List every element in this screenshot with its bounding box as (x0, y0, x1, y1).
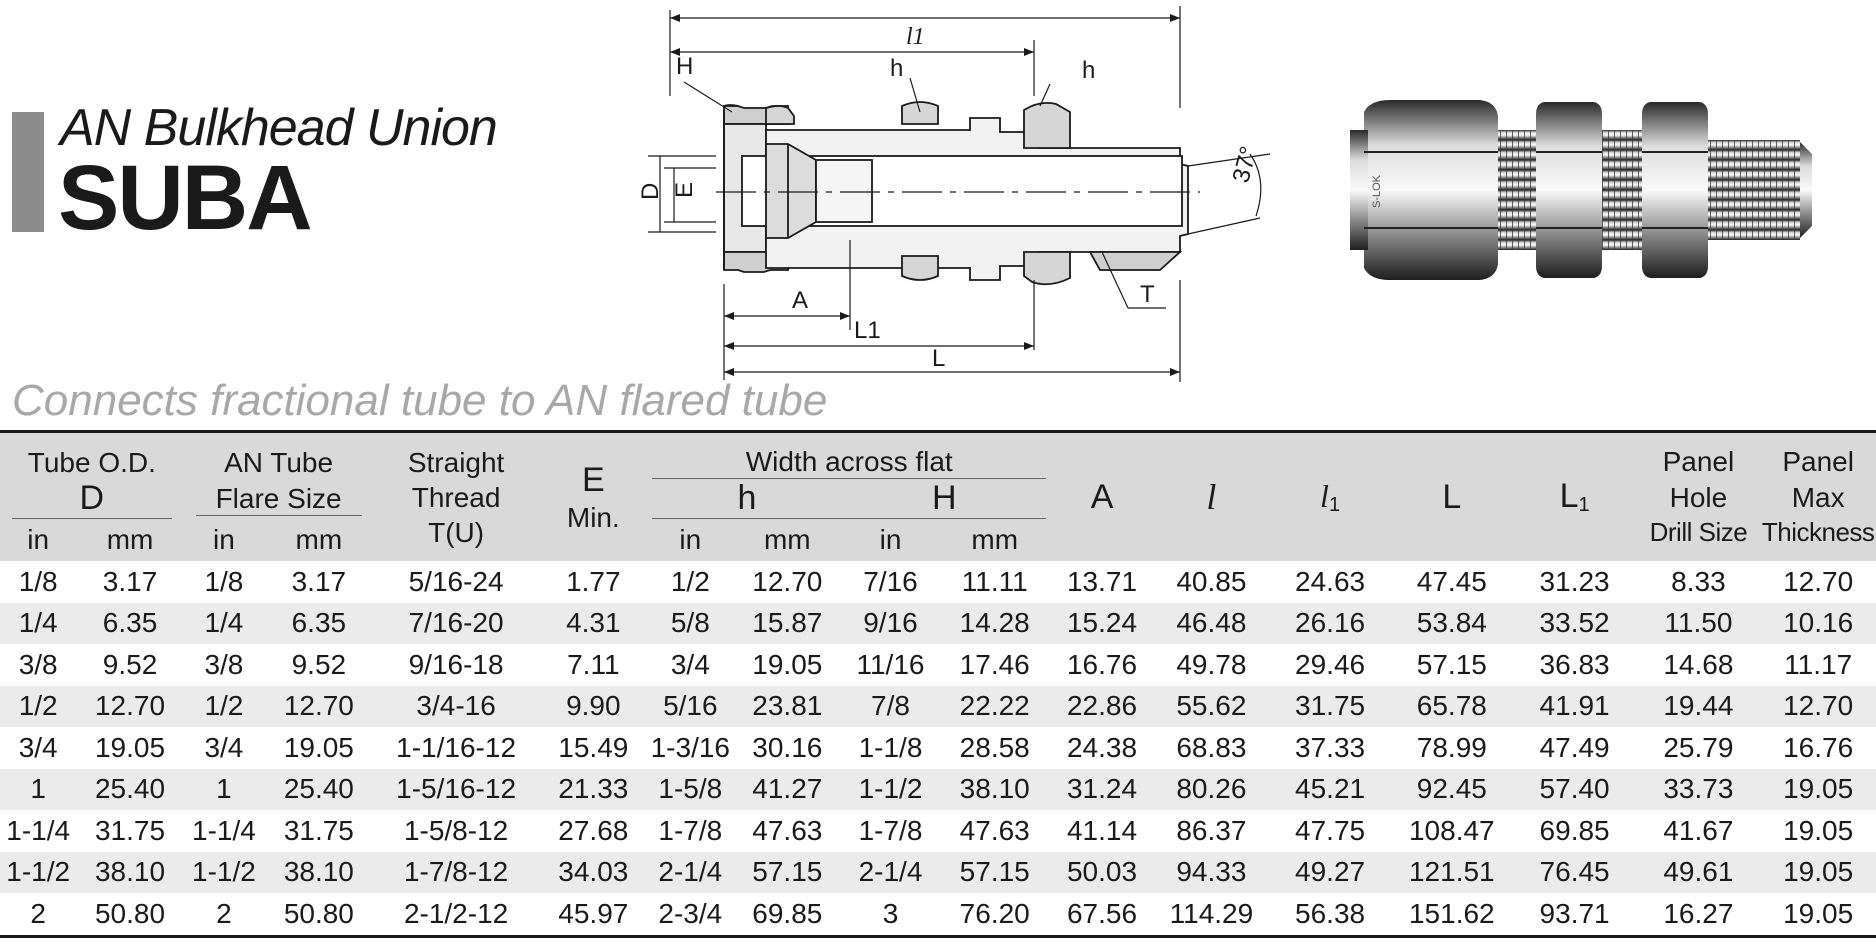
unit-in: in (184, 519, 264, 561)
table-cell: 1-5/8-12 (403, 814, 509, 846)
dim-label-A: A (792, 287, 809, 314)
table-cell: 2-1/2-12 (374, 893, 539, 936)
table-cell: 78.99 (1416, 731, 1487, 763)
table-cell: 19.05 (1783, 814, 1854, 846)
product-photo (1350, 90, 1820, 290)
col-header-e-min: E Min. (539, 432, 648, 562)
table-cell: 1/2 (0, 686, 76, 728)
spec-table-body (0, 561, 1876, 936)
table-cell: 14.68 (1663, 648, 1734, 680)
table-cell: 92.45 (1391, 769, 1513, 811)
table-cell: 1-1/16-12 (396, 731, 517, 763)
table-cell: 41.14 (1066, 814, 1138, 846)
table-cell: 3.17 (291, 565, 347, 597)
product-description: Connects fractional tube to AN flared tube (12, 376, 828, 425)
table-cell: 17.46 (959, 648, 1030, 680)
dim-label-angle: 37° (1227, 143, 1263, 186)
unit-in: in (648, 519, 733, 561)
col-header-panel-max: Panel Max Thickness (1760, 432, 1876, 562)
table-cell: 38.10 (264, 852, 373, 894)
table-cell: 50.80 (76, 893, 183, 936)
table-cell: 31.24 (1050, 769, 1153, 811)
table-cell: 23.81 (733, 686, 842, 728)
table-cell: 5/16 (648, 686, 733, 728)
table-cell: 1/2 (184, 686, 264, 728)
table-cell: 19.05 (1760, 769, 1876, 811)
table-cell: 37.33 (1295, 731, 1366, 763)
col-header-h-big: H (842, 479, 1050, 519)
table-cell: 57.40 (1513, 769, 1637, 811)
table-cell: 11.11 (961, 565, 1028, 597)
table-cell: 16.76 (1783, 731, 1854, 763)
unit-in: in (842, 519, 939, 561)
table-cell: 1-1/2 (842, 769, 939, 811)
table-cell: 34.03 (539, 852, 648, 894)
table-cell: 1-5/8 (648, 769, 733, 811)
table-cell: 22.22 (939, 686, 1050, 728)
table-cell: 49.61 (1637, 852, 1761, 894)
table-cell: 56.38 (1269, 893, 1391, 936)
table-cell: 151.62 (1391, 893, 1513, 936)
table-cell: 86.37 (1176, 814, 1247, 846)
table-cell: 33.52 (1513, 603, 1637, 645)
table-row (0, 893, 1876, 936)
table-cell: 1.77 (566, 565, 621, 597)
col-header-flare-size: Flare Size (184, 479, 374, 519)
table-row (0, 810, 1876, 852)
table-cell: 93.71 (1513, 893, 1637, 936)
dim-label-D: D (637, 182, 664, 200)
table-cell: 49.27 (1269, 852, 1391, 894)
table-cell: 19.05 (94, 731, 166, 763)
table-cell: 57.15 (939, 852, 1050, 894)
table-cell: 9/16 (842, 603, 939, 645)
table-cell: 9.52 (102, 648, 158, 680)
col-header-L1: $L_1$ (1513, 432, 1637, 562)
table-cell: 41.91 (1513, 686, 1637, 728)
table-cell: 31.75 (94, 814, 166, 846)
table-cell: 3/4 (18, 731, 58, 763)
table-cell: 12.70 (1760, 686, 1876, 728)
col-header-L: L (1391, 432, 1513, 562)
table-cell: 50.03 (1050, 852, 1153, 894)
table-cell: 2-1/4 (842, 852, 939, 894)
table-cell: 114.29 (1154, 893, 1270, 936)
table-cell: 6.35 (76, 603, 183, 645)
table-cell: 41.27 (733, 769, 842, 811)
table-cell: 2-1/4 (648, 852, 733, 894)
table-cell: 12.70 (1783, 565, 1854, 597)
dim-label-L1: L1 (854, 317, 881, 344)
table-cell: 108.47 (1408, 814, 1495, 846)
table-cell: 47.75 (1295, 814, 1366, 846)
table-cell: 1-3/16 (650, 731, 731, 763)
table-cell: 1-5/16-12 (374, 769, 539, 811)
table-cell: 69.85 (733, 893, 842, 936)
dim-label-l1: l1 (906, 24, 925, 50)
table-cell: 6.35 (264, 603, 373, 645)
table-cell: 38.10 (939, 769, 1050, 811)
table-cell: 1/8 (204, 565, 244, 597)
table-cell: 4.31 (539, 603, 648, 645)
product-code: SUBA (58, 147, 311, 249)
table-cell: 24.63 (1295, 565, 1366, 597)
table-cell: 3/8 (18, 648, 58, 680)
col-header-straight-thread: Straight Thread T(U) (374, 432, 539, 562)
dimension-diagram (620, 0, 1300, 390)
unit-mm: mm (733, 519, 842, 561)
table-cell: 9/16-18 (408, 648, 504, 680)
col-header-h-small: h (648, 479, 842, 519)
table-cell: 1/4 (0, 603, 76, 645)
table-cell: 12.70 (264, 686, 373, 728)
table-cell: 3.17 (102, 565, 158, 597)
table-cell: 29.46 (1295, 648, 1366, 680)
col-header-an-tube: AN Tube (184, 432, 374, 480)
table-cell: 53.84 (1391, 603, 1513, 645)
table-cell: 2-3/4 (648, 893, 733, 936)
table-cell: 31.75 (1269, 686, 1391, 728)
table-cell: 7/8 (842, 686, 939, 728)
table-cell: 46.48 (1154, 603, 1270, 645)
table-cell: 28.58 (959, 731, 1030, 763)
table-cell: 19.44 (1637, 686, 1761, 728)
spec-table (0, 430, 1876, 938)
table-cell: 1-7/8 (658, 814, 723, 846)
table-cell: 31.23 (1539, 565, 1610, 597)
col-header-d-symbol: D (0, 479, 184, 519)
table-cell: 15.87 (733, 603, 842, 645)
table-cell: 3/4 (204, 731, 244, 763)
table-cell: 45.21 (1269, 769, 1391, 811)
table-cell: 121.51 (1391, 852, 1513, 894)
col-header-A: A (1050, 432, 1153, 562)
table-cell: 3/8 (204, 648, 244, 680)
table-cell: 69.85 (1539, 814, 1610, 846)
unit-mm: mm (939, 519, 1050, 561)
table-cell: 16.76 (1066, 648, 1138, 680)
table-cell: 7.11 (567, 648, 620, 680)
table-cell: 7/16-20 (374, 603, 539, 645)
table-cell: 16.27 (1637, 893, 1761, 936)
dim-label-E: E (671, 181, 698, 198)
table-cell: 1 (0, 769, 76, 811)
col-header-l1: $l_1$ (1269, 432, 1391, 562)
table-cell: 1-1/8 (858, 731, 923, 763)
table-cell: 65.78 (1391, 686, 1513, 728)
table-cell: 15.24 (1050, 603, 1153, 645)
table-cell: 40.85 (1176, 565, 1247, 597)
table-cell: 36.83 (1539, 648, 1610, 680)
table-cell: 1/4 (184, 603, 264, 645)
table-cell: 1-1/2 (0, 852, 76, 894)
dim-label-h-left: h (890, 55, 904, 82)
table-cell: 31.75 (283, 814, 354, 846)
table-cell: 30.16 (752, 731, 823, 763)
table-cell: 22.86 (1050, 686, 1153, 728)
table-cell: 11/16 (856, 648, 925, 680)
col-header-l: l (1154, 432, 1270, 562)
table-cell: 25.40 (76, 769, 183, 811)
table-row (0, 769, 1876, 811)
table-cell: 9.52 (291, 648, 347, 680)
table-row (0, 686, 1876, 728)
table-cell: 5/16-24 (408, 565, 504, 597)
unit-mm: mm (76, 519, 183, 561)
table-cell: 13.71 (1066, 565, 1138, 597)
table-cell: 55.62 (1154, 686, 1270, 728)
table-cell: 15.49 (558, 731, 629, 763)
table-cell: 41.67 (1663, 814, 1734, 846)
unit-in: in (0, 519, 76, 561)
table-row (0, 852, 1876, 894)
table-cell: 25.79 (1663, 731, 1734, 763)
table-cell: 2 (0, 893, 76, 936)
col-header-panel-hole: Panel Hole Drill Size (1637, 432, 1761, 562)
table-cell: 25.40 (264, 769, 373, 811)
table-cell: 9.90 (539, 686, 648, 728)
table-cell: 47.49 (1539, 731, 1610, 763)
table-cell: 76.20 (939, 893, 1050, 936)
table-cell: 57.15 (733, 852, 842, 894)
table-cell: 5/8 (648, 603, 733, 645)
table-cell: 7/16 (863, 565, 918, 597)
table-cell: 1/8 (18, 565, 58, 597)
table-cell: 19.05 (752, 648, 823, 680)
table-cell: 26.16 (1269, 603, 1391, 645)
table-cell: 10.16 (1760, 603, 1876, 645)
table-cell: 11.50 (1637, 603, 1761, 645)
table-cell: 47.63 (959, 814, 1030, 846)
table-cell: 3 (842, 893, 939, 936)
table-cell: 67.56 (1050, 893, 1153, 936)
table-cell: 45.97 (539, 893, 648, 936)
dim-label-H: H (676, 53, 694, 80)
table-cell: 80.26 (1154, 769, 1270, 811)
table-cell: 47.45 (1416, 565, 1487, 597)
table-cell: 19.05 (283, 731, 354, 763)
table-cell: 19.05 (1760, 852, 1876, 894)
product-subtitle: AN Bulkhead Union (60, 99, 497, 157)
table-cell: 12.70 (76, 686, 183, 728)
photo-brand-mark: S-LOK (1371, 174, 1383, 208)
table-cell: 68.83 (1176, 731, 1247, 763)
table-cell: 2 (184, 893, 264, 936)
table-cell: 76.45 (1513, 852, 1637, 894)
dim-label-T: T (1140, 281, 1155, 308)
col-header-tube-od: Tube O.D. (0, 432, 184, 480)
table-cell: 11.17 (1784, 648, 1853, 680)
table-cell: 38.10 (76, 852, 183, 894)
table-cell: 14.28 (939, 603, 1050, 645)
table-cell: 1-1/4 (6, 814, 71, 846)
table-cell: 47.63 (752, 814, 823, 846)
table-cell: 1-1/4 (192, 814, 256, 846)
table-cell: 3/4 (670, 648, 710, 680)
table-cell: 50.80 (264, 893, 373, 936)
col-header-width-across-flat: Width across flat (648, 432, 1050, 480)
table-cell: 27.68 (558, 814, 629, 846)
table-cell: 49.78 (1176, 648, 1247, 680)
table-cell: 1/2 (670, 565, 710, 597)
table-row (0, 727, 1876, 769)
table-row (0, 561, 1876, 603)
table-cell: 57.15 (1416, 648, 1487, 680)
table-cell: 3/4-16 (374, 686, 539, 728)
table-row (0, 603, 1876, 645)
table-cell: 19.05 (1760, 893, 1876, 936)
table-cell: 94.33 (1154, 852, 1270, 894)
table-cell: 21.33 (539, 769, 648, 811)
table-cell: 8.33 (1671, 565, 1726, 597)
table-cell: 12.70 (752, 565, 823, 597)
table-cell: 1-7/8-12 (374, 852, 539, 894)
table-cell: 1-1/2 (184, 852, 264, 894)
table-cell: 24.38 (1066, 731, 1138, 763)
title-accent-bar (12, 112, 44, 232)
unit-mm: mm (264, 519, 373, 561)
dim-label-L: L (932, 345, 946, 372)
table-cell: 33.73 (1637, 769, 1761, 811)
table-cell: 1 (184, 769, 264, 811)
dim-label-h-right: h (1082, 57, 1096, 84)
table-cell: 1-7/8 (858, 814, 923, 846)
table-row (0, 644, 1876, 686)
